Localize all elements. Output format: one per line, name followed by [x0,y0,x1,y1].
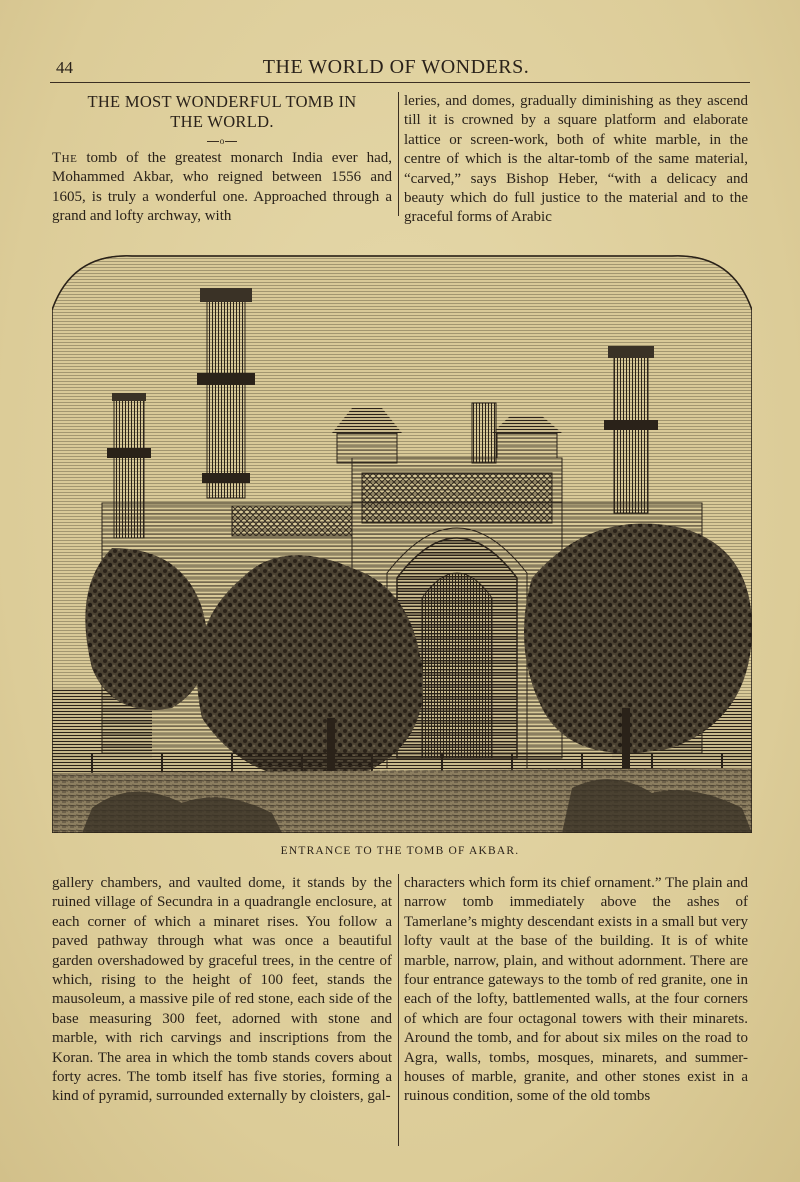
running-title: THE WORLD OF WONDERS. [262,56,530,78]
page-number: 44 [56,58,73,77]
column-divider-bottom [398,874,399,1146]
header-rule [50,82,750,83]
title-ornament [52,134,392,148]
paragraph-opening [52,149,392,227]
article-title-line-2: THE WORLD. [170,112,274,131]
column-bottom-right [404,874,748,1107]
minaret-far-left [107,393,151,538]
column-top-left [52,92,392,227]
column-top-right [404,92,748,228]
ornament-glyph: o [219,136,225,146]
paragraph-bottom-left: gallery chambers, and vaulted dome, it stands by the ruined village of Secundra in a quadrangle enclosure, at each corner of which a minaret rises. You follow a paved pathway through what was once a beautiful garden overshadowed by graceful trees, in the centre of which, rising to the height of 100 feet, stands the mausoleum, a massive pile of red stone, each side of the base measuring 300 feet, adorned with stone and marble, with rich carvings and inscriptions from the Koran. The area in which the tomb stands covers about forty acres. The tomb itself has five stories, forming a kind of pyramid, surrounded externally by cloisters, gal- [52,875,392,1105]
column-bottom-left [52,874,392,1107]
illustration-caption: ENTRANCE TO THE TOMB OF AKBAR. [280,845,520,857]
paragraph-bottom-right: characters which form its chief ornament.” The plain and narrow tomb immediately above the ashes of Tamerlane’s mighty descendant exists in a small but very lofty vault at the base of the building. It is of white marble, narrow, plain, and without adornment. There are four entrance gateways to the tomb of red granite, one in each of the lofty, battlemented walls, at the four corners of which are four octagonal towers with their minarets. Around the tomb, and for about six miles on the road to Agra, walls, tombs, mosques, minarets, and summer-houses of marble, granite, and other stones exist in a ruinous condition, some of the old tombs [404,875,748,1105]
paragraph-continued-top: leries, and domes, gradually diminishing as they ascend till it is crowned by a square platform and elaborate lattice or screen-work, both of white marble, in the centre of which is the altar-tomb of the same material, “carved,” says Bishop Heber, “with a delicacy and beauty which do full justice to the material and to the graceful forms of Arabic [404,93,748,226]
engraving-tomb-of-akbar [52,248,752,833]
running-head [46,52,746,80]
paragraph-opening-text: tomb of the greatest monarch India ever had, Mohammed Akbar, who reigned between 1556 and 1605, is truly a wonderful one. Approached through a grand and lofty archway, with [52,150,393,225]
column-divider-top [398,92,399,216]
article-title-line-1: THE MOST WONDERFUL TOMB IN [87,92,357,111]
drop-word: The [52,150,78,166]
